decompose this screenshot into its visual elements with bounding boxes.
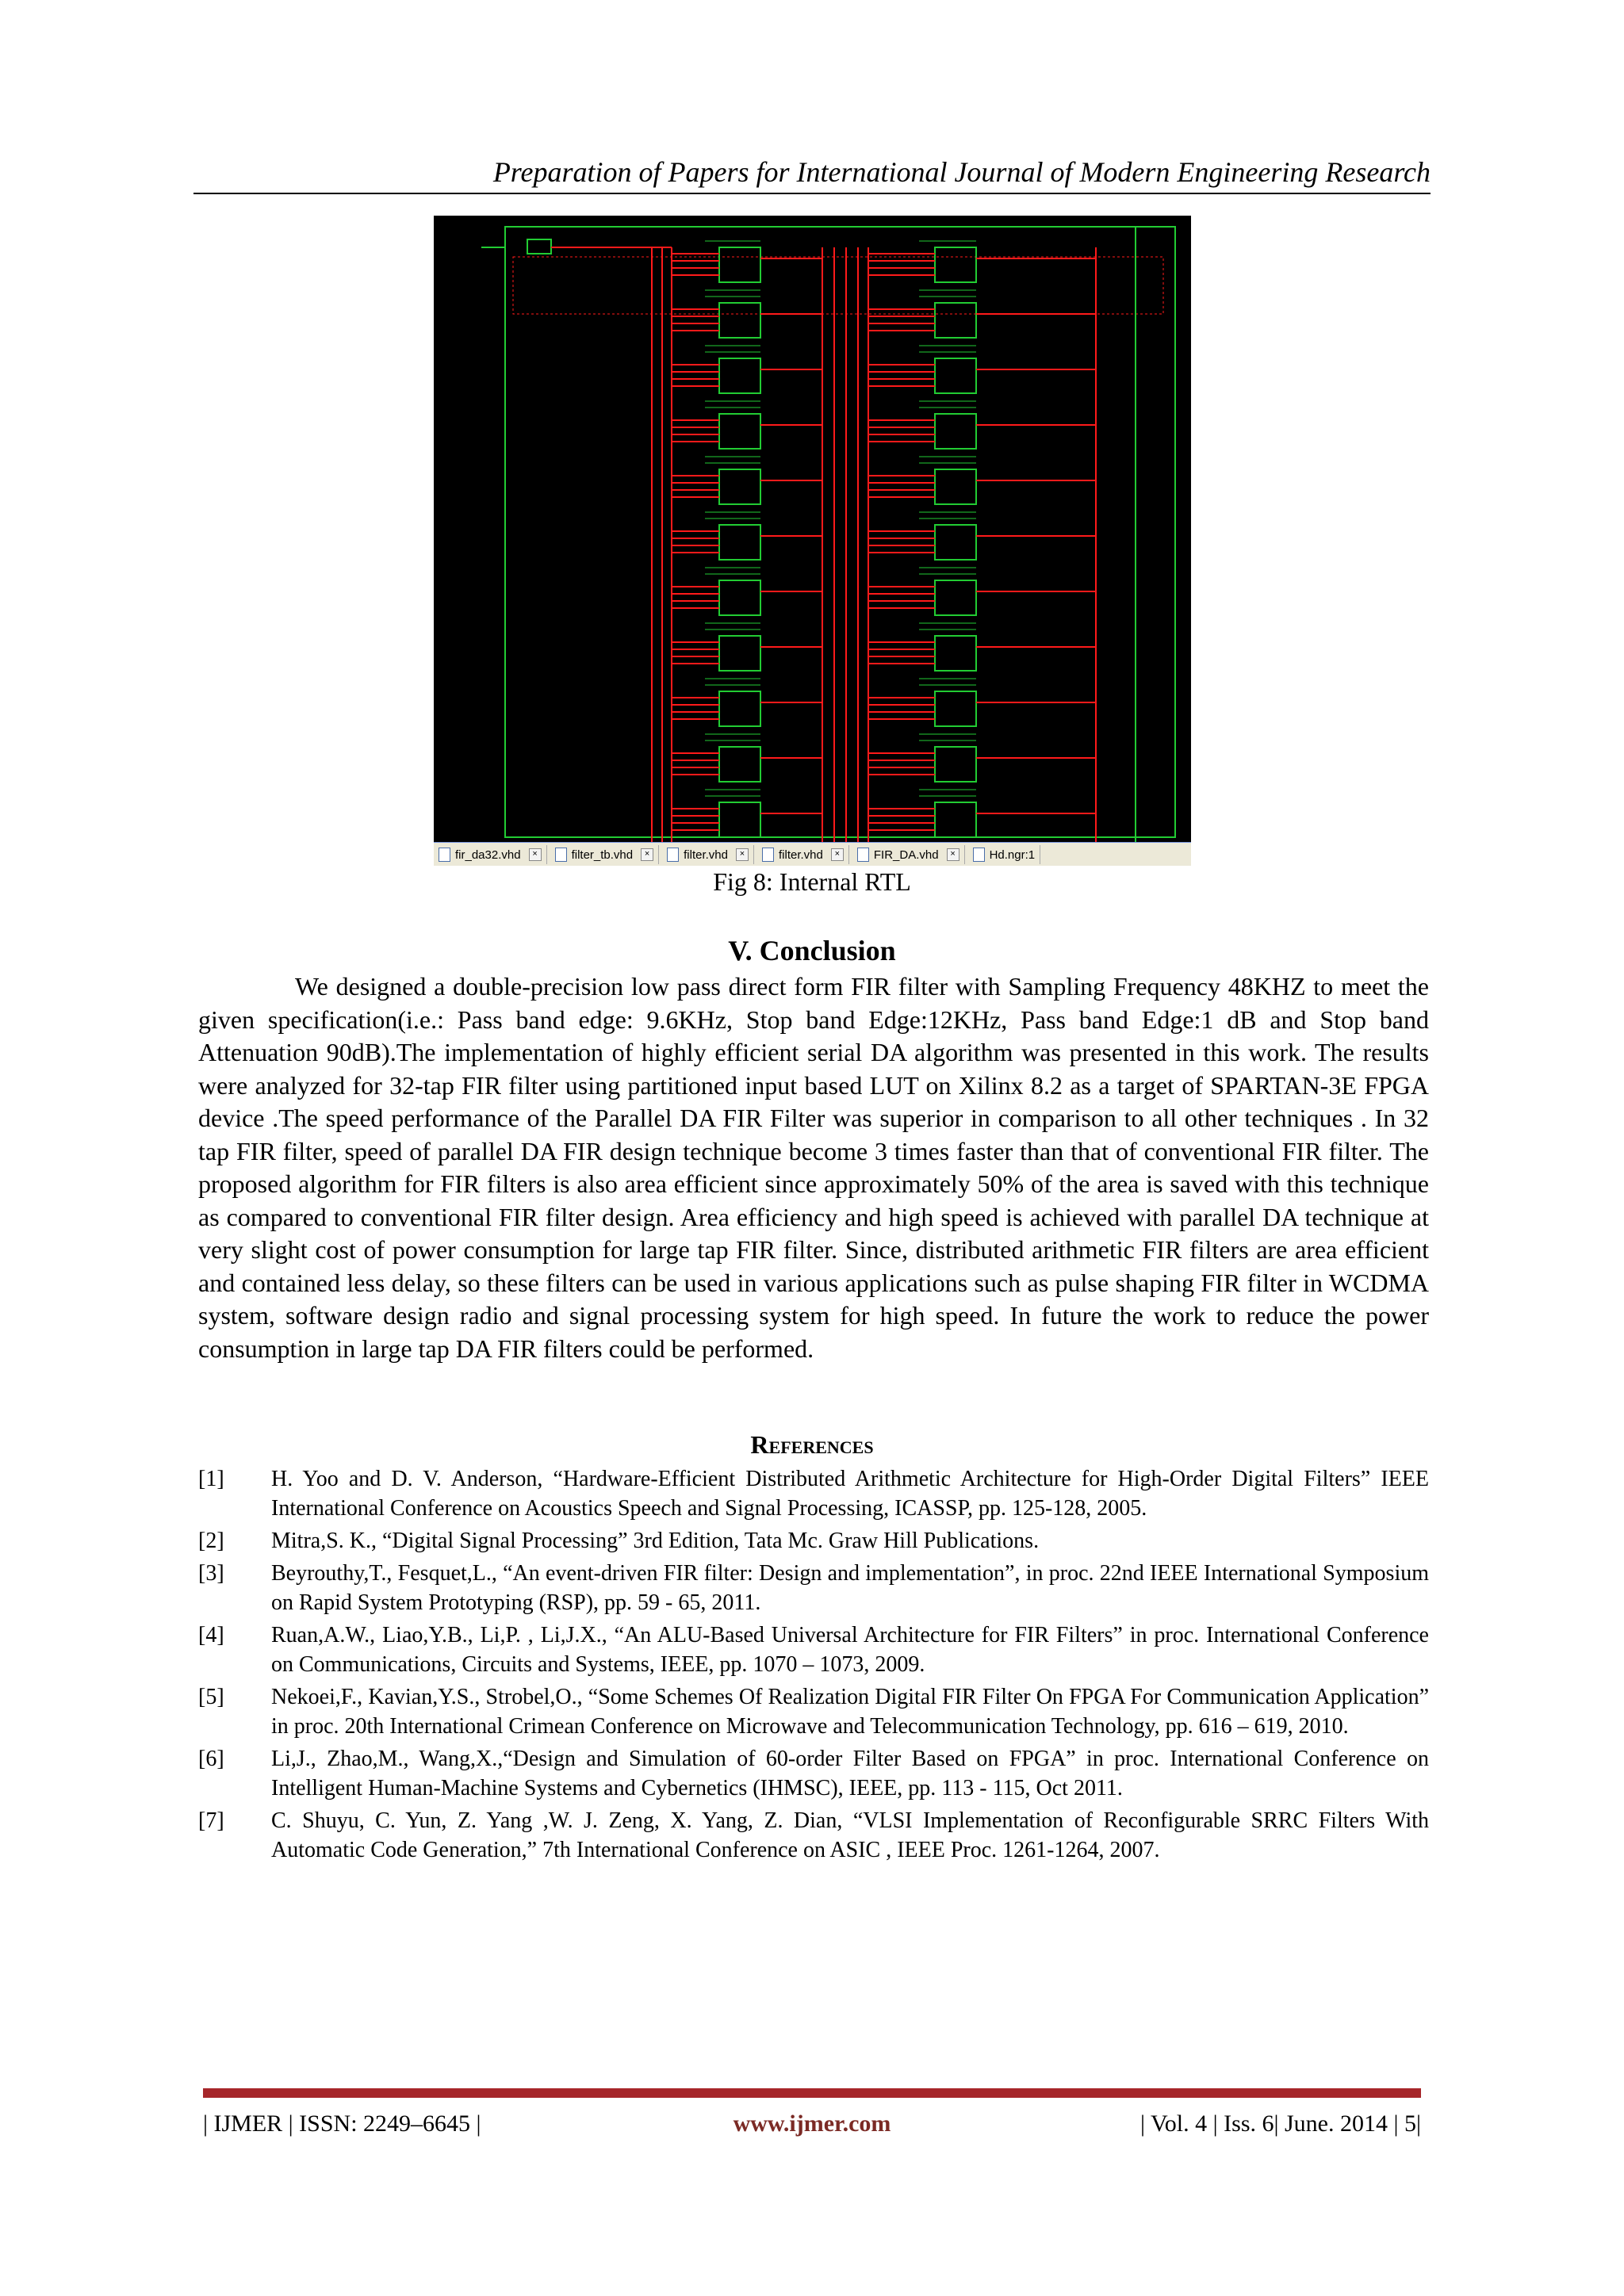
footer-rule <box>203 2088 1421 2098</box>
page-footer <box>203 2110 1421 2142</box>
accumulator-block <box>935 802 976 837</box>
accumulator-block <box>935 469 976 504</box>
accumulator-block <box>935 747 976 782</box>
accumulator-block <box>935 691 976 726</box>
adder-block <box>719 636 760 671</box>
adder-block <box>719 802 760 837</box>
reference-text: Li,J., Zhao,M., Wang,X.,“Design and Simulation of 60-order Filter Based on FPGA” in proc. International Conference on Intelligent Human-Machine Systems and Cybernetics (IHMSC), IEEE, pp. 113 - 115, Oct 2011. <box>271 1747 1429 1800</box>
footer-website-link[interactable]: www.ijmer.com <box>733 2110 891 2137</box>
file-icon <box>439 848 450 862</box>
reference-item <box>198 1526 1429 1556</box>
reference-number: [3] <box>198 1561 224 1586</box>
and-gate-block <box>527 239 551 254</box>
file-icon <box>762 848 774 862</box>
editor-tab-bar <box>434 842 1191 866</box>
running-header: Preparation of Papers for International Journal of Modern Engineering Research <box>492 156 1431 188</box>
accumulator-block <box>935 358 976 393</box>
tab-label: fir_da32.vhd <box>455 848 521 862</box>
tab-fir-da[interactable] <box>852 845 965 864</box>
adder-block <box>719 414 760 449</box>
references-heading <box>193 1430 1431 1460</box>
reference-item <box>198 1682 1429 1741</box>
file-icon <box>973 848 985 862</box>
close-icon[interactable]: × <box>831 848 844 861</box>
reference-text: C. Shuyu, C. Yun, Z. Yang ,W. J. Zeng, X. Yang, Z. Dian, “VLSI Implementation of Reconfigurable SRRC Filters With Automatic Code Generation,” 7th International Conference on ASIC , IEEE Proc. 1261-1264, 2007. <box>271 1808 1429 1862</box>
references-heading-text: References <box>750 1430 874 1459</box>
reference-list <box>198 1464 1429 1868</box>
tab-filter-2[interactable] <box>757 845 849 864</box>
tab-filter-1[interactable] <box>662 845 754 864</box>
section-heading: V. Conclusion <box>728 935 896 966</box>
accumulator-block <box>935 303 976 338</box>
reference-number: [5] <box>198 1685 224 1709</box>
adder-block <box>719 469 760 504</box>
reference-number: [2] <box>198 1529 224 1553</box>
footer-volume: | Vol. 4 | Iss. 6| June. 2014 | 5| <box>1140 2110 1421 2137</box>
reference-number: [7] <box>198 1808 224 1833</box>
accumulator-block <box>935 247 976 282</box>
adder-block <box>719 247 760 282</box>
header-rule <box>193 193 1431 194</box>
reference-number: [6] <box>198 1747 224 1771</box>
reference-text: Nekoei,F., Kavian,Y.S., Strobel,O., “Some Schemes Of Realization Digital FIR Filter On FPGA For Communication Application” in proc. 20th International Crimean Conference on Microwave and Telecommunication Technology, pp. 616 – 619, 2010. <box>271 1685 1429 1739</box>
tab-filter-tb[interactable] <box>550 845 660 864</box>
reference-text: Mitra,S. K., “Digital Signal Processing” 3rd Edition, Tata Mc. Graw Hill Publications. <box>271 1529 1040 1553</box>
close-icon[interactable]: × <box>641 848 653 861</box>
tab-label: filter.vhd <box>778 848 823 862</box>
reference-number: [4] <box>198 1623 224 1647</box>
adder-block <box>719 358 760 393</box>
reference-item <box>198 1806 1429 1865</box>
reference-item <box>198 1559 1429 1617</box>
accumulator-block <box>935 525 976 560</box>
adder-block <box>719 691 760 726</box>
tab-label: filter.vhd <box>684 848 728 862</box>
reference-text: Ruan,A.W., Liao,Y.B., Li,P. , Li,J.X., “An ALU-Based Universal Architecture for FIR Filters” in proc. International Conference on Communications, Circuits and Systems, IEEE, pp. 1070 – 1073, 2009. <box>271 1623 1429 1677</box>
rtl-schematic-figure <box>434 216 1191 866</box>
tab-label: Hd.ngr:1 <box>989 848 1036 862</box>
file-icon <box>555 848 567 862</box>
reference-text: H. Yoo and D. V. Anderson, “Hardware-Efficient Distributed Arithmetic Architecture for High-Order Digital Filters” IEEE International Conference on Acoustics Speech and Signal Processing, ICASSP, pp. 125-128, 2005. <box>271 1467 1429 1521</box>
accumulator-block <box>935 636 976 671</box>
figure-caption: Fig 8: Internal RTL <box>713 867 911 896</box>
tab-fir-da32[interactable] <box>434 845 547 864</box>
file-icon <box>667 848 679 862</box>
adder-block <box>719 303 760 338</box>
file-icon <box>857 848 869 862</box>
schematic-dashed-net <box>513 257 1163 314</box>
adder-block <box>719 747 760 782</box>
reference-item <box>198 1464 1429 1523</box>
accumulator-block <box>935 414 976 449</box>
adder-block <box>719 525 760 560</box>
close-icon[interactable]: × <box>529 848 542 861</box>
tab-label: FIR_DA.vhd <box>873 848 939 862</box>
rtl-schematic <box>434 216 1191 842</box>
schematic-frame <box>505 227 1175 837</box>
reference-item <box>198 1744 1429 1803</box>
conclusion-body <box>198 970 1429 1365</box>
footer-issn: | IJMER | ISSN: 2249–6645 | <box>203 2110 481 2137</box>
close-icon[interactable]: × <box>947 848 959 861</box>
reference-item <box>198 1621 1429 1679</box>
reference-text: Beyrouthy,T., Fesquet,L., “An event-driven FIR filter: Design and implementation”, in proc. 22nd IEEE International Symposium on Rapid System Prototyping (RSP), pp. 59 - 65, 2011. <box>271 1561 1429 1615</box>
close-icon[interactable]: × <box>736 848 749 861</box>
tab-label: filter_tb.vhd <box>571 848 634 862</box>
reference-number: [1] <box>198 1467 224 1491</box>
conclusion-paragraph: We designed a double-precision low pass direct form FIR filter with Sampling Frequency 48KHZ to meet the given specification(i.e.: Pass band edge: 9.6KHz, Stop band Edge:12KHz, Pass band Edge:1 dB and Stop band Attenuation 90dB).The implementation of highly efficient serial DA algorithm was presented in this work. The results were analyzed for 32-tap FIR filter using partitioned input based LUT on Xilinx 8.2 as a target of SPARTAN-3E FPGA device .The speed performance of the Parallel DA FIR Filter was superior in comparison to all other techniques . In 32 tap FIR filter, speed of parallel DA FIR design technique become 3 times faster than that of conventional FIR filter. The proposed algorithm for FIR filters is also area efficient since approximately 50% of the area is saved with this technique as compared to conventional FIR filter design. Area efficiency and high speed is achieved with parallel DA technique at very slight cost of power consumption for large tap FIR filter. Since, distributed arithmetic FIR filters are area efficient and contained less delay, so these filters can be used in various applications such as pulse shaping FIR filter in WCDMA system, software design radio and signal processing system for high speed. In future the work to reduce the power consumption in large tap DA FIR filters could be performed. <box>198 972 1429 1363</box>
adder-block <box>719 580 760 615</box>
accumulator-block <box>935 580 976 615</box>
tab-hd-ngr[interactable] <box>968 845 1041 864</box>
